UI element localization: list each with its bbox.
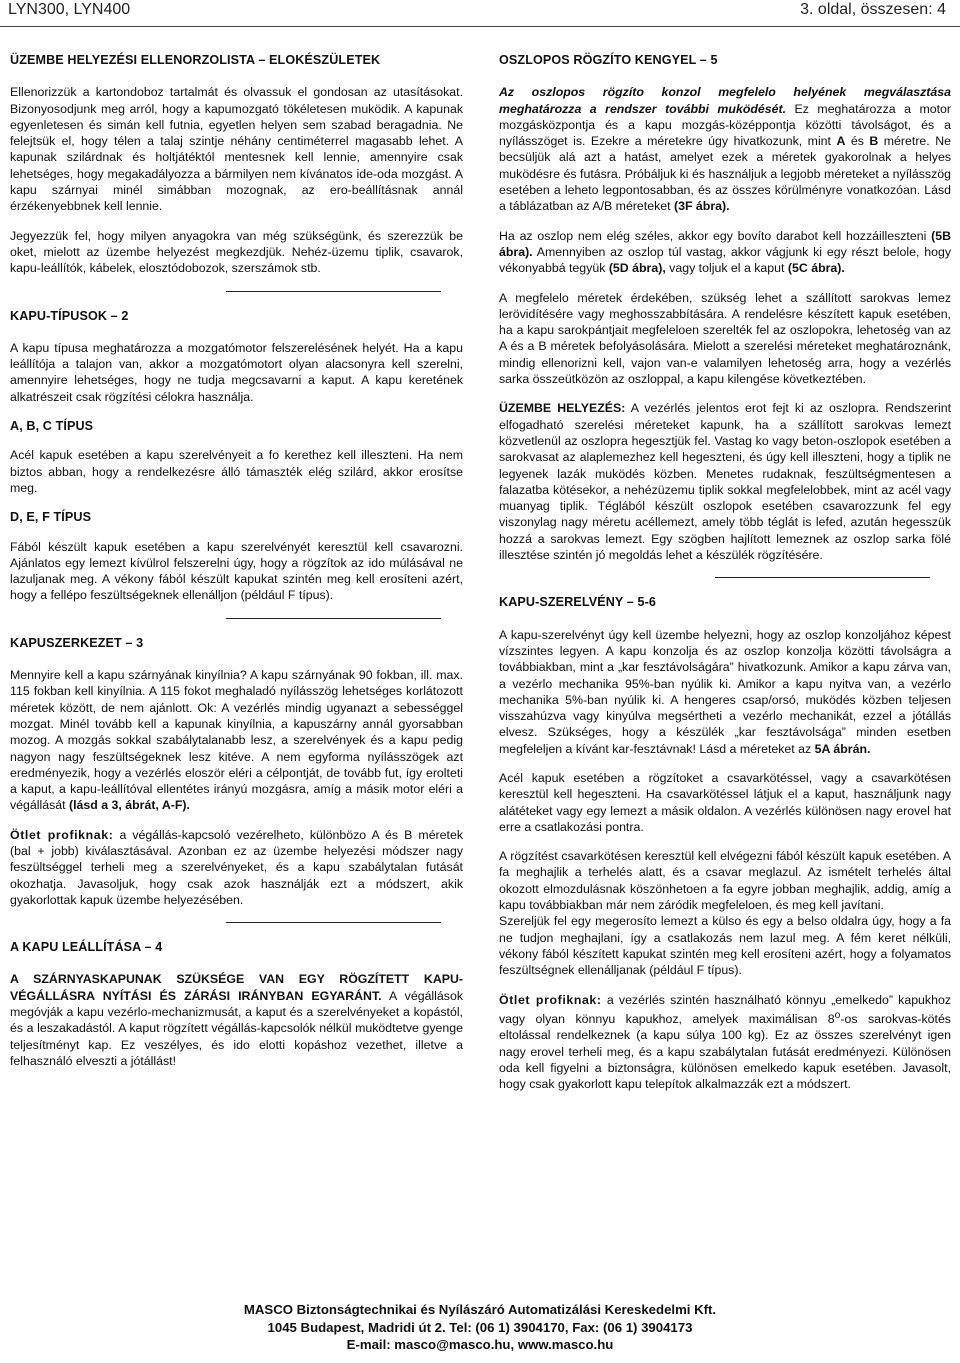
footer-contact: E-mail: masco@masco.hu, www.masco.hu	[346, 1337, 614, 1352]
gate-stop-warning: A SZÁRNYASKAPUNAK SZÜKSÉGE VAN EGY RÖGZÍTETT KAPU-VÉGÁLLÁSRA NYÍTÁSI ÉS ZÁRÁSI IRÁNYBAN EGYARÁNT.	[10, 972, 463, 1003]
gate-fitting-paragraph-1: A kapu-szerelvényt úgy kell üzembe helyezni, hogy az oszlop konzoljához képest vízszintes legyen. A kapu konzolja és az oszlop konzolja közötti távolságra a továbbiakban, mint a „kar fesztávolságára” hivatkozunk. Amikor a kapu zárva van, a vezérlo mechanika 95%-ban nyúlik ki. Amikor a kapu nyitva van, a vezérlo mechanika 5%-ban nyúlik ki. A hengeres csap/orsó, muködés közben teljesen visszahúzva vagy kinyúlva megsértheti a vezérlo mechanikát, ezzel a jótállás elvesz. Szükséges, hogy a készülék „kar fesztávolsága” minden esetben megfeleljen a kívánt kar-fesztávnak! Lásd a méreteket az 5A ábrán.	[499, 627, 951, 756]
section-title-gate-types: KAPU-TÍPUSOK – 2	[10, 308, 129, 323]
header-page-number: 3. oldal, összesen: 4	[800, 1, 946, 18]
figure-reference: (5B ábra).	[499, 228, 951, 259]
post-bracket-paragraph-1: Az oszlopos rögzíto konzol megfelelo helyének megválasztása meghatározza a rendszer további muködését. Ez meghatározza a motor mozgásközpontja és a kapu mozgás-középpontja közötti távolságot, és a nyílásszöget is. Ezekre a méretekre úgy hivatkozunk, mint A és B méretre. Ne becsüljük alá azt a hatást, amelyet ezek a méretek gyakorolnak a helyes muködésre és futásra. Próbáljuk ki és használjuk a legjobb méreteket a nyílásszög esetében a leheto legpontosabban, és az összes körülményre vonatkozóan. Lásd a táblázatban az A/B méreteket (3F ábra).	[499, 85, 952, 214]
section-divider	[226, 291, 441, 292]
right-column	[499, 52, 951, 1105]
subtitle-def-type: D, E, F TÍPUS	[10, 510, 92, 525]
figure-reference: (3F ábra).	[673, 199, 730, 214]
footer-company-name: MASCO Biztonságtechnikai és Nyílászáró Automatizálási Kereskedelmi Kft.	[243, 1302, 717, 1317]
def-type-paragraph: Fából készült kapuk esetében a kapu szerelvényét keresztül kell csavarozni. Ajánlatos egy lemezt kívülrol felszerelni úgy, hogy a rögzítok az ido múlásával ne lazuljanak meg. A vékony fából készült kapukat szintén meg kell erosíteni azért, hogy a fellépo feszültségeknek ellenálljon (például F típus).	[10, 539, 463, 603]
section-divider	[226, 922, 441, 923]
header-divider	[0, 26, 960, 27]
section-title-gate-structure: KAPUSZERKEZET – 3	[10, 635, 144, 650]
pro-tip-paragraph: Ötlet profiknak: a vezérlés szintén használható könnyu „emelkedo” kapukhoz vagy olyan könnyu kapukhoz, amelyek maximálisan 8$^o$-os sarokvas-kötés eltolással rendelkeznek (a kapu súlya 100 kg). Ez az összes szerelvényt igen nagy erovel terheli meg, és a kapu szabálytalan futását eredményezi. Különösen oda kell figyelni a biztonságra, különösen emelkedo kapuk esetében. Javasolt, hogy csak gyakorlott kapu telepítok alkalmazzák ezt a módszert.	[499, 992, 951, 1092]
post-bracket-lead: Az oszlopos rögzíto konzol megfelelo helyének megválasztása meghatározza a rendszer további muködését.	[499, 85, 951, 116]
header-model-names: LYN300, LYN400	[8, 1, 131, 18]
figure-reference: 5A ábrán.	[814, 741, 871, 756]
section-title-gate-stop: A KAPU LEÁLLÍTÁSA – 4	[10, 940, 163, 955]
figure-reference: (5C ábra).	[787, 261, 845, 276]
gate-stop-paragraph: A SZÁRNYASKAPUNAK SZÜKSÉGE VAN EGY RÖGZÍTETT KAPU-VÉGÁLLÁSRA NYÍTÁSI ÉS ZÁRÁSI IRÁNYBAN EGYARÁNT. A végállások megóvják a kapu vezérlo-mechanizmusát, a kaput és a szerelvényeket a kopástól, és a leszakadástól. A kaput rögzített végállás-kapcsolók nélkül muködtetve gyenge teljesítményt kap. Ez veszélyes, és ido elotti kopáshoz vezethet, illetve a felhasználó elveszti a jótállást!	[10, 972, 463, 1068]
section-divider	[715, 577, 930, 578]
installation-label: ÜZEMBE HELYEZÉS:	[499, 401, 626, 416]
degree-superscript: o	[834, 1009, 841, 1021]
left-column	[10, 52, 463, 1082]
subtitle-abc-type: A, B, C TÍPUS	[10, 419, 94, 434]
pro-tip-label: Ötlet profiknak:	[10, 827, 114, 842]
figure-reference: (lásd a 3, ábrát, A-F).	[69, 798, 190, 813]
section-title-gate-fitting: KAPU-SZERELVÉNY – 5-6	[499, 595, 656, 610]
gate-fitting-paragraph-3: A rögzítést csavarkötésen keresztül kell elvégezni fából készült kapuk esetében. A fa meghajlik a terhelés alatt, és a csavar meglazul. Az ismételt terhelés által okozott elmozdulásnak köszönhetoen a fa egyre jobban meghajlik, addig, amíg a kapu továbbiakban már nem záródik megfeleloen, és meg kell javítani.	[499, 849, 951, 913]
footer-address: 1045 Budapest, Madridi út 2. Tel: (06 1) 3904170, Fax: (06 1) 3904173	[267, 1319, 693, 1335]
abc-type-paragraph: Acél kapuk esetében a kapu szerelvényeit a fo kerethez kell illeszteni. Ha nem biztos abban, hogy a rendelkezésre álló támaszték elég szilárd, akkor erosítse meg.	[10, 448, 463, 495]
pro-tip-label: Ötlet profiknak:	[499, 992, 602, 1007]
gate-fitting-paragraph-4: Szereljük fel egy megerosíto lemezt a külso és egy a belso oldalra úgy, hogy a fa ne tudjon meghajlani, így a csatlakozás nem lazul meg. A fém keret nélküli, vékony fából készített kapukat szintén meg kell erosíteni azért, hogy a folyamatos feszültségnek ellenálljanak (például F típus).	[499, 914, 951, 978]
page-footer	[0, 1301, 960, 1354]
page-header	[0, 0, 960, 26]
section-title-checklist: ÜZEMBE HELYEZÉSI ELLENORZOLISTA – ELOKÉSZÜLETEK	[10, 53, 381, 67]
figure-reference: (5D ábra),	[608, 261, 666, 276]
installation-paragraph: ÜZEMBE HELYEZÉS: A vezérlés jelentos erot fejt ki az oszlopra. Rendszerint elfogadható szerelési méreteket kapunk, ha a szállított sarokvas lemezt közvetlenül az oszlopra hegesztjük fel. Vastag ko vagy beton-oszlopok esetében a sarokvasat az alaplemezhez kell hegeszteni, és úgy kell illeszteni, hogy a tiplik ne legyenek lazák muködés közben. Menetes rudaknak, feszültségmentesen a falazatba kötésekor, a nehézüzemu tiplik sokkal megfelelobbek, mint az acél vagy muanyag tiplik. Téglából készült oszlopok esetében csavarozzunk fel egy viszonylag nagy méretu acéllemezt, amely több téglát is lefed, azután hegesszük hozzá a sarokvas lemezt. Egy szögben hajlított lemeznek az oszlop sarka fölé illesztése szintén jó megoldás lehet a készülék rögzítésére.	[499, 401, 951, 563]
section-divider	[226, 618, 441, 619]
gate-fitting-paragraph-2: Acél kapuk esetében a rögzítoket a csavarkötéssel, vagy a csavarkötésen keresztül kell hegeszteni. Ha csavarkötéssel látjuk el a kaput, használjunk nagy alátéteket vagy egy lemezt a másik oldalon. A vezérlés különösen nagy erovel hat erre a csatlakozási pontra.	[499, 770, 951, 834]
checklist-paragraph-1: Ellenorizzük a kartondoboz tartalmát és olvassuk el gondosan az utasításokat. Bizonyosodjunk meg arról, hogy a kapumozgató tökéletesen muködik. A kapunak egyenletesen és simán kell futnia, egyetlen helyen sem szabad beragadnia. Ne felejtsük el, hogy télen a talaj szintje néhány centiméterrel magasabb lehet. A kapunak szilárdnak és holtjátéktól mentesnek kell lennie, amennyire csak lehetséges, hogy megakadályozza a bármilyen nem kívánatos ide-oda mozgást. A kapu szárnyai minél simábban mozognak, az ero-beállításnak annál érzékenyebbnek kell lennie.	[10, 85, 463, 214]
pro-tip-paragraph: Ötlet profiknak: a végállás-kapcsoló vezérelheto, különbözo A és B méretek (bal + jobb) kiválasztásával. Azonban ez az üzembe helyezési módszer nagy feszültséggel terheli meg a szerelvényeket, és a kapu szabálytalan futását okozhatja. Javasoljuk, hogy csak azok használják ezt a módszert, akik gyakorlottak kapuk üzembe helyezésében.	[10, 827, 463, 907]
checklist-paragraph-2: Jegyezzük fel, hogy milyen anyagokra van még szükségünk, és szerezzük be oket, mielott az üzembe helyezést megkezdjük. Nehéz-üzemu tiplik, csavarok, kapu-leállítók, kábelek, elosztódobozok, szerszámok stb.	[10, 228, 463, 276]
gate-types-paragraph: A kapu típusa meghatározza a mozgatómotor felszerelésének helyét. Ha a kapu leállítója a talajon van, akkor a mozgatómotort olyan alacsonyra kell szerelni, amennyire lehetséges, hogy ne tudja megcsavarni a kaput. A kapu keretének alkatrészeit csak rögzítési célokra használja.	[10, 340, 463, 404]
post-bracket-paragraph-2: Ha az oszlop nem elég széles, akkor egy bovíto darabot kell hozzáilleszteni (5B ábra). Amennyiben az oszlop túl vastag, akkor vágjunk ki egy részt belole, hogy vékonyabbá tegyük (5D ábra), vagy toljuk el a kaput (5C ábra).	[499, 228, 951, 276]
section-title-post-bracket: OSZLOPOS RÖGZÍTO KENGYEL – 5	[499, 53, 718, 67]
gate-structure-paragraph: Mennyire kell a kapu szárnyának kinyílnia? A kapu szárnyának 90 fokban, ill. max. 115 fokban kell kinyílnia. A 115 fokot meghaladó nyílásszög lehetséges korlátozott méretek között, de nem ajánlott. Ok: A vezérlés mindig ugyanazt a sebességgel mozgat. Minél tovább kell a kapunak kinyílnia, a kapuszárny annál gyorsabban mozog. A mozgás sokkal szabálytalanabb lesz, a szerelvények és a kapu pedig nagyon nagy feszültségeknek lesz kitéve. A nem egyforma nyílásszögek azt eredményezik, hogy a vezérlés eloször eléri a célpontját, de tovább fut, így erolteti a kaput, a kapu-leállítóval ellentétes irányú mozgásra, amíg a másik motor eléri a végállását (lásd a 3, ábrát, A-F).	[10, 668, 463, 813]
post-bracket-paragraph-3: A megfelelo méretek érdekében, szükség lehet a szállított sarokvas lemez lerövidítésére vagy meghosszabbítására. A rendelésre készített kapuk esetében, ha a kapu sarokpántjait megfeleloen szerelték fel az oszlopokra, lehetoség van az A és a B méretek befolyásolására. Mielott a szerelési méreteket meghatároznánk, mindig ellenorizni kell, vajon van-e valamilyen lehetoség arra, hogy a vezérlés sarka összeütközön az oszloppal, a kapu kilengése következtében.	[499, 290, 951, 387]
